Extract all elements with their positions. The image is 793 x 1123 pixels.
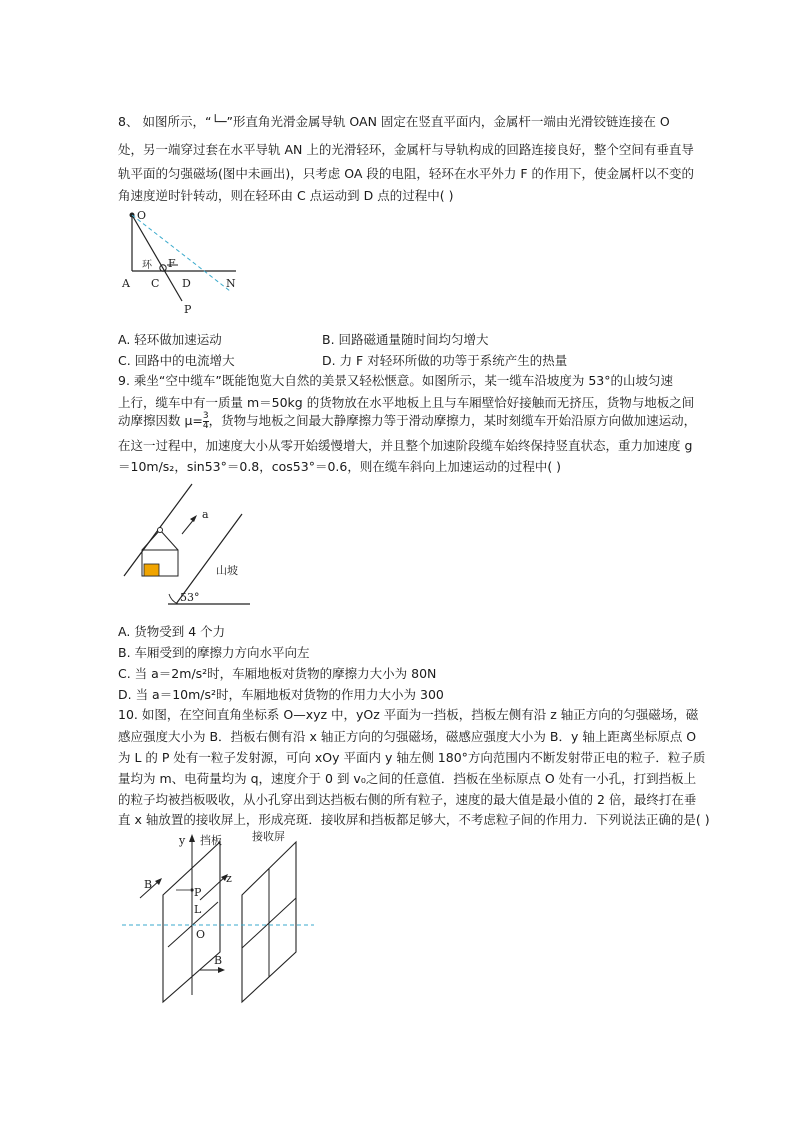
q9-option-b: B. 车厢受到的摩擦力方向水平向左	[118, 645, 310, 660]
label-slope: 山坡	[216, 564, 238, 577]
label-a: a	[202, 508, 209, 521]
q9-figure	[118, 478, 258, 613]
q8-number: 8、	[118, 114, 139, 129]
label-angle: 53°	[180, 591, 200, 604]
mu-fraction: $\frac{3}{4}$	[202, 411, 209, 431]
q9-line-5: ＝10m/s₂，sin53°＝0.8，cos53°＝0.6，则在缆车斜向上加速运动的过程中( )	[118, 459, 562, 474]
q10-line-3: 为 L 的 P 处有一粒子发射源，可向 xOy 平面内 y 轴左侧 180°方向范围内不断发射带正电的粒子．粒子质	[118, 750, 706, 765]
q9-line-1: 9. 乘坐“空中缆车”既能饱览大自然的美景又轻松惬意。如图所示，某一缆车沿坡度为 53°的山坡匀速	[118, 373, 674, 388]
cargo-box	[144, 564, 159, 576]
label-F: F	[168, 257, 176, 270]
q10-line-5: 的粒子均被挡板吸收，从小孔穿出到达挡板右侧的所有粒子，速度的最大值是最小值的 2 倍，最终打在垂	[118, 792, 697, 807]
label-z: z	[226, 872, 232, 885]
q10-number: 10.	[118, 707, 138, 722]
q9-line-2: 上行，缆车中有一质量 m＝50kg 的货物放在水平地板上且与车厢壁恰好接触而无挤压，货物与地板之间	[118, 395, 695, 410]
label-B-right: B	[214, 954, 223, 967]
q9-option-d: D. 当 a＝10m/s²时，车厢地板对货物的作用力大小为 300	[118, 687, 444, 702]
label-C: C	[151, 277, 160, 290]
label-N: N	[226, 277, 236, 290]
q8-line-2: 处，另一端穿过套在水平导轨 AN 上的光滑轻环，金属杆与导轨构成的回路连接良好，整个空间有垂直导	[118, 142, 694, 157]
q8-line-3: 轨平面的匀强磁场(图中未画出)，只考虑 OA 段的电阻，轻环在水平外力 F 的作用下，使金属杆以不变的	[118, 166, 695, 181]
q9-option-c: C. 当 a＝2m/s²时，车厢地板对货物的摩擦力大小为 80N	[118, 666, 437, 681]
label-A: A	[122, 277, 130, 290]
q9-option-a: A. 货物受到 4 个力	[118, 624, 226, 639]
label-O: O	[196, 928, 206, 941]
label-B-left: B	[144, 878, 153, 891]
q9-line-3: 动摩擦因数 μ= $\frac{3}{4}$ ，货物与地板之间最大静摩擦力等于滑动摩擦力，某时刻缆车开始沿原方向做加速运动，	[118, 411, 697, 431]
label-board: 挡板	[200, 834, 222, 847]
q10-line-4: 量均为 m、电荷量均为 q，速度介于 0 到 v₀之间的任意值．挡板在坐标原点 O 处有一小孔，打到挡板上	[118, 771, 697, 786]
q9-number: 9.	[118, 373, 130, 388]
label-ring: 环	[142, 260, 152, 271]
label-O: O	[137, 209, 147, 222]
q8-option-a: A. 轻环做加速运动	[118, 332, 222, 347]
q8-figure	[118, 205, 248, 317]
label-P: P	[184, 303, 192, 316]
q8-option-d: D. 力 F 对轻环所做的功等于系统产生的热量	[322, 353, 568, 368]
q8-option-b: B. 回路磁通量随时间均匀增大	[322, 332, 489, 347]
q10-figure	[118, 830, 318, 1008]
q9-line-4: 在这一过程中，加速度大小从零开始缓慢增大，并且整个加速阶段缆车始终保持竖直状态，重力加速度 g	[118, 438, 693, 453]
q8-line-4: 角速度逆时针转动，则在轻环由 C 点运动到 D 点的过程中( )	[118, 188, 454, 203]
label-D: D	[182, 277, 191, 290]
q10-line-1: 10. 如图，在空间直角坐标系 O—xyz 中，yOz 平面为一挡板，挡板左侧有沿 z 轴正方向的匀强磁场，磁	[118, 707, 699, 722]
label-P: P	[194, 886, 202, 899]
q10-line-2: 感应强度大小为 B．挡板右侧有沿 x 轴正方向的匀强磁场，磁感应强度大小为 B．y 轴上距离坐标原点 O	[118, 729, 697, 744]
q8-line-1: 8、 如图所示，“└─”形直角光滑金属导轨 OAN 固定在竖直平面内，金属杆一端由光滑铰链连接在 O	[118, 114, 670, 129]
label-L: L	[194, 903, 202, 916]
q8-option-c: C. 回路中的电流增大	[118, 353, 235, 368]
label-screen: 接收屏	[252, 830, 285, 843]
q10-line-6: 直 x 轴放置的接收屏上，形成亮斑．接收屏和挡板都足够大，不考虑粒子间的作用力．下列说法正确的是( )	[118, 812, 710, 827]
label-y: y	[179, 834, 186, 847]
